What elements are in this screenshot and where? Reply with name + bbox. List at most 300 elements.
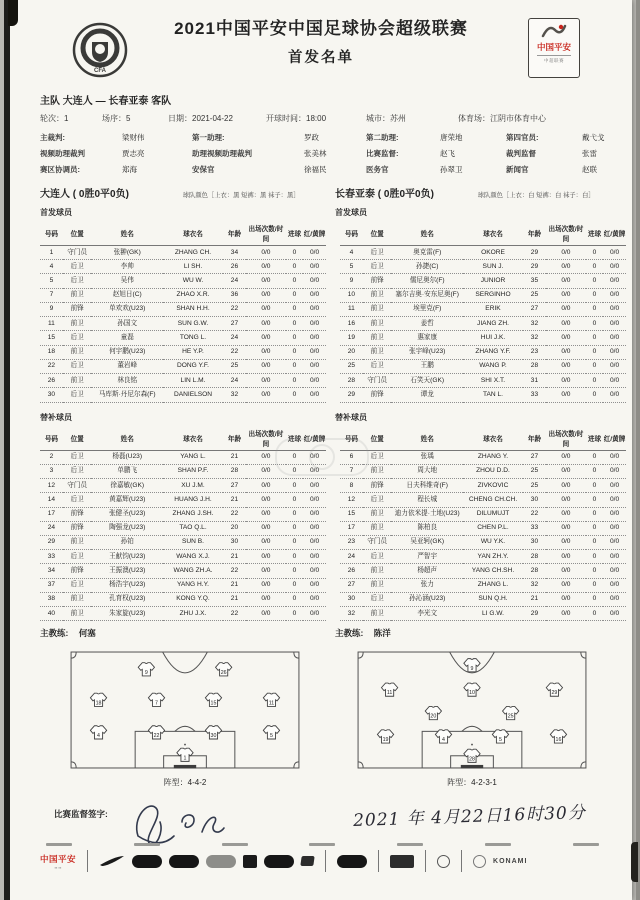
player-shirt-icon [216, 663, 232, 676]
player-number: 11 [340, 302, 363, 316]
shirt-name: DANIELSON [163, 388, 223, 402]
apps-time: 0/0 [546, 535, 586, 549]
starters-tables [40, 221, 632, 403]
goals: 0 [286, 374, 303, 388]
table-header-row [340, 426, 626, 451]
pingan-logo-icon [541, 22, 567, 40]
player-name: 杨超声 [391, 564, 463, 578]
player-age: 33 [523, 521, 546, 535]
apps-time: 0/0 [246, 317, 286, 331]
player-position: 前卫 [363, 607, 392, 621]
away-coach-label: 主教练: [335, 628, 364, 639]
player-name: 孙国文 [91, 317, 163, 331]
apps-time: 0/0 [546, 564, 586, 578]
cards: 0/0 [303, 507, 326, 521]
svg-text:22: 22 [153, 733, 160, 740]
apps-time: 0/0 [546, 345, 586, 359]
player-row [40, 331, 326, 345]
cards: 0/0 [303, 592, 326, 606]
player-row [340, 260, 626, 274]
shirt-name: ZHAO X.R. [163, 288, 223, 302]
player-row [340, 288, 626, 302]
goals: 0 [286, 359, 303, 373]
player-position: 前卫 [363, 302, 392, 316]
cards: 0/0 [303, 450, 326, 464]
player-name: 谭龙 [391, 388, 463, 402]
player-name: 惠家康 [391, 331, 463, 345]
player-shirt-icon [177, 749, 193, 762]
player-row [340, 274, 626, 288]
player-name: 吴伟 [91, 274, 163, 288]
player-name: 张翀(GK) [91, 246, 163, 260]
official-name: 赵联 [582, 165, 597, 174]
apps-time: 0/0 [246, 479, 286, 493]
player-number: 10 [340, 288, 363, 302]
column-header: 位置 [63, 426, 92, 451]
official-role-label: 安保官 [192, 165, 215, 174]
shirt-name: OKORE [463, 246, 523, 260]
official-role-label: 第一助理: [192, 133, 225, 142]
away-shirts [377, 659, 566, 763]
svg-text:29: 29 [551, 690, 558, 697]
match-info-item: 场序：5 [102, 114, 131, 123]
shirt-name: HUI J.K. [463, 331, 523, 345]
official-role-label: 新闻官 [506, 165, 529, 174]
cards: 0/0 [303, 578, 326, 592]
player-number: 7 [340, 464, 363, 478]
shirt-name: SUN B. [163, 535, 223, 549]
player-row [40, 345, 326, 359]
goals: 0 [286, 302, 303, 316]
column-header: 号码 [340, 221, 363, 246]
player-position: 后卫 [363, 450, 392, 464]
shirt-name: WU Y.K. [463, 535, 523, 549]
apps-time: 0/0 [546, 464, 586, 478]
apps-time: 0/0 [546, 578, 586, 592]
player-row [340, 493, 626, 507]
player-number: 5 [40, 274, 63, 288]
scan-artifact [631, 842, 638, 882]
shirt-name: SHI X.T. [463, 374, 523, 388]
svg-text:1: 1 [183, 755, 187, 762]
player-row [40, 274, 326, 288]
pingan-sponsor-subtext: ▪▪ ▪▪ [54, 864, 62, 870]
home-pitch-diagram [70, 651, 300, 769]
shirt-name: WANG X.J. [163, 550, 223, 564]
away-formation-label: 阵型：4-2-3-1 [447, 778, 497, 788]
handwritten-datetime: 2021 年 4月22日16时30分 [353, 803, 587, 832]
sponsor-logo-oval [169, 855, 199, 868]
sponsor-band [40, 843, 605, 872]
column-header: 姓名 [391, 221, 463, 246]
column-header: 位置 [63, 221, 92, 246]
apps-time: 0/0 [546, 374, 586, 388]
player-position: 后卫 [63, 464, 92, 478]
column-header: 出场次数/时间 [246, 221, 286, 246]
sponsor-captions [40, 843, 605, 846]
sponsor-logo-oval [206, 855, 236, 868]
cards: 0/0 [603, 535, 626, 549]
player-row [340, 521, 626, 535]
player-position: 后卫 [63, 260, 92, 274]
player-age: 36 [223, 288, 246, 302]
goals: 0 [286, 331, 303, 345]
player-number: 28 [340, 374, 363, 388]
goals: 0 [586, 464, 603, 478]
player-row [340, 607, 626, 621]
away-subs-label: 替补球员 [335, 412, 367, 422]
sponsor-divider [87, 850, 88, 872]
shirt-name: YANG L. [163, 450, 223, 464]
away-label: 客队 [151, 96, 172, 107]
home-kit-colors: 球队颜色［上衣：黑 短裤：黑 袜子：黑］ [182, 192, 300, 199]
player-number: 29 [40, 535, 63, 549]
player-position: 前锋 [63, 302, 92, 316]
player-row [340, 464, 626, 478]
player-row [340, 388, 626, 402]
player-position: 前锋 [363, 274, 392, 288]
player-age: 24 [223, 274, 246, 288]
svg-text:7: 7 [155, 700, 158, 707]
player-age: 32 [223, 388, 246, 402]
nike-swoosh-icon [99, 855, 125, 867]
goals: 0 [586, 578, 603, 592]
player-position: 后卫 [63, 388, 92, 402]
shirt-name: WANG ZH.A. [163, 564, 223, 578]
home-formation [65, 651, 305, 788]
cards: 0/0 [603, 507, 626, 521]
apps-time: 0/0 [546, 359, 586, 373]
apps-time: 0/0 [246, 564, 286, 578]
apps-time: 0/0 [246, 260, 286, 274]
player-age: 27 [223, 317, 246, 331]
apps-time: 0/0 [246, 493, 286, 507]
goals: 0 [586, 550, 603, 564]
apps-time: 0/0 [246, 578, 286, 592]
svg-text:30: 30 [210, 733, 217, 740]
column-header: 进球 [286, 221, 303, 246]
goals: 0 [286, 260, 303, 274]
away-starters-table [340, 221, 626, 403]
player-number: 34 [40, 564, 63, 578]
match-info-item: 城市：苏州 [366, 114, 406, 123]
player-name: 林良铭 [91, 374, 163, 388]
player-position: 后卫 [63, 550, 92, 564]
player-name: 陶强龙(U23) [91, 521, 163, 535]
player-number: 9 [340, 274, 363, 288]
apps-time: 0/0 [546, 388, 586, 402]
column-header: 出场次数/时间 [546, 426, 586, 451]
player-name: 儒尼奥尔(F) [391, 274, 463, 288]
goals: 0 [586, 246, 603, 260]
goals: 0 [286, 274, 303, 288]
sponsor-logo-ring [437, 855, 450, 868]
player-number: 11 [40, 317, 63, 331]
player-row [40, 564, 326, 578]
player-number: 1 [40, 246, 63, 260]
apps-time: 0/0 [546, 592, 586, 606]
shirt-name: DILUMUJT [463, 507, 523, 521]
player-name: 埃里克(F) [391, 302, 463, 316]
player-name: 张力 [391, 578, 463, 592]
svg-text:5: 5 [499, 737, 502, 744]
column-header: 姓名 [91, 426, 163, 451]
watermark-circle-icon [309, 444, 335, 470]
cards: 0/0 [303, 464, 326, 478]
player-row [340, 550, 626, 564]
coach-row [40, 627, 632, 639]
player-shirt-icon [205, 694, 221, 707]
player-age: 21 [223, 592, 246, 606]
player-name: 奥克雷(F) [391, 246, 463, 260]
svg-text:10: 10 [469, 690, 475, 697]
player-name: 张健圣(U23) [91, 507, 163, 521]
player-position: 前卫 [363, 331, 392, 345]
apps-time: 0/0 [246, 374, 286, 388]
player-shirt-icon [377, 730, 393, 743]
player-shirt-icon [503, 707, 519, 720]
player-shirt-icon [550, 730, 566, 743]
player-number: 29 [340, 388, 363, 402]
goals: 0 [586, 507, 603, 521]
cards: 0/0 [303, 288, 326, 302]
home-starters-table [40, 221, 326, 403]
apps-time: 0/0 [246, 359, 286, 373]
player-shirt-icon [90, 694, 106, 707]
apps-time: 0/0 [246, 450, 286, 464]
cards: 0/0 [603, 359, 626, 373]
goals: 0 [286, 479, 303, 493]
svg-text:19: 19 [382, 737, 389, 744]
player-position: 前卫 [363, 521, 392, 535]
official-role-label: 主裁判: [40, 133, 65, 142]
shirt-name: YANG H.Y. [163, 578, 223, 592]
sponsor-caption-bar [46, 843, 72, 846]
goals: 0 [286, 288, 303, 302]
svg-text:CFA: CFA [94, 68, 106, 74]
column-header: 号码 [40, 426, 63, 451]
apps-time: 0/0 [546, 507, 586, 521]
player-age: 29 [523, 607, 546, 621]
player-name: 日夫科维奇(F) [391, 479, 463, 493]
column-header: 红/黄牌 [303, 426, 326, 451]
player-number: 37 [40, 578, 63, 592]
player-number: 25 [340, 359, 363, 373]
apps-time: 0/0 [546, 246, 586, 260]
shirt-name: JUNIOR [463, 274, 523, 288]
match-info-item: 日期：2021-04-22 [168, 114, 233, 123]
player-row [340, 578, 626, 592]
player-name: 张瑀 [391, 450, 463, 464]
home-shirts [90, 663, 279, 762]
player-row [340, 331, 626, 345]
player-age: 21 [223, 450, 246, 464]
official-name: 徐福民 [304, 165, 327, 174]
player-position: 守门员 [363, 535, 392, 549]
player-name: 周大地 [391, 464, 463, 478]
cards: 0/0 [303, 302, 326, 316]
pingan-sponsor-badge [528, 18, 580, 78]
player-number: 19 [340, 331, 363, 345]
player-shirt-icon [546, 683, 562, 696]
shirt-name: ZHANG CH. [163, 246, 223, 260]
apps-time: 0/0 [246, 302, 286, 316]
player-row [340, 592, 626, 606]
player-age: 25 [523, 288, 546, 302]
cards: 0/0 [603, 607, 626, 621]
player-number: 26 [40, 374, 63, 388]
player-age: 28 [523, 550, 546, 564]
cards: 0/0 [603, 564, 626, 578]
player-position: 前锋 [363, 479, 392, 493]
official-name: 梁财伟 [122, 133, 145, 142]
shirt-name: WU W. [163, 274, 223, 288]
svg-text:4: 4 [442, 737, 445, 744]
apps-time: 0/0 [546, 288, 586, 302]
shirt-name: CHEN P.L. [463, 521, 523, 535]
player-name: 石笑天(GK) [391, 374, 463, 388]
column-header: 位置 [363, 221, 392, 246]
player-name: 单欢欢(U23) [91, 302, 163, 316]
official-role-label: 助理视频助理裁判 [192, 149, 252, 158]
official-name: 罗政 [304, 133, 319, 142]
player-row [340, 479, 626, 493]
home-team-name: 大连人 ( 0胜0平0负) [40, 189, 129, 200]
player-age: 29 [523, 260, 546, 274]
player-row [340, 450, 626, 464]
cards: 0/0 [303, 331, 326, 345]
apps-time: 0/0 [546, 260, 586, 274]
goals: 0 [286, 388, 303, 402]
player-number: 4 [340, 246, 363, 260]
apps-time: 0/0 [546, 331, 586, 345]
official-name: 戴弋戈 [582, 133, 605, 142]
page-title: 2021中国平安中国足球协会超级联赛 [174, 19, 468, 38]
away-team: 长春亚泰 [108, 96, 149, 107]
sponsor-caption-bar [134, 843, 160, 846]
player-position: 前锋 [363, 388, 392, 402]
column-header: 出场次数/时间 [246, 426, 286, 451]
player-name: 塞尔吉奥·安东尼奥(F) [391, 288, 463, 302]
player-age: 28 [523, 564, 546, 578]
shirt-name: HE Y.P. [163, 345, 223, 359]
pingan-sponsor-logo [40, 853, 76, 870]
player-name: 孙捷(C) [391, 260, 463, 274]
cards: 0/0 [603, 464, 626, 478]
shirt-name: WANG P. [463, 359, 523, 373]
player-name: 孙铂 [91, 535, 163, 549]
player-position: 前卫 [63, 345, 92, 359]
player-shirt-icon [381, 683, 397, 696]
player-row [40, 578, 326, 592]
player-name: 马库斯·丹尼尔森(F) [91, 388, 163, 402]
player-age: 24 [223, 331, 246, 345]
sponsor-caption-bar [309, 843, 335, 846]
cards: 0/0 [303, 260, 326, 274]
sponsor-logos-row [40, 850, 605, 872]
cards: 0/0 [603, 388, 626, 402]
player-position: 后卫 [63, 274, 92, 288]
goals: 0 [586, 345, 603, 359]
svg-text:20: 20 [430, 714, 437, 721]
player-age: 21 [523, 592, 546, 606]
player-name: 李光文 [391, 607, 463, 621]
shirt-name: SUN G.W. [163, 317, 223, 331]
table-header-row [40, 221, 326, 246]
player-position: 后卫 [363, 246, 392, 260]
column-header: 姓名 [91, 221, 163, 246]
shirt-name: SHAN H.H. [163, 302, 223, 316]
player-name: 董岩峰 [91, 359, 163, 373]
player-age: 23 [523, 345, 546, 359]
player-row [340, 359, 626, 373]
player-name: 单鹏飞 [91, 464, 163, 478]
player-row [40, 479, 326, 493]
cards: 0/0 [303, 345, 326, 359]
player-age: 20 [223, 521, 246, 535]
shirt-name: ZHANG Y.F. [463, 345, 523, 359]
cards: 0/0 [303, 374, 326, 388]
column-header: 进球 [586, 426, 603, 451]
player-age: 34 [223, 246, 246, 260]
player-number: 12 [340, 493, 363, 507]
player-age: 21 [223, 550, 246, 564]
goals: 0 [586, 535, 603, 549]
player-shirt-icon [464, 683, 480, 696]
shirt-name: LI G.W. [463, 607, 523, 621]
player-position: 前卫 [363, 317, 392, 331]
goals: 0 [286, 345, 303, 359]
apps-time: 0/0 [546, 521, 586, 535]
goals: 0 [286, 317, 303, 331]
player-row [340, 246, 626, 260]
table-header-row [340, 221, 626, 246]
player-position: 前卫 [363, 464, 392, 478]
scan-artifact [8, 0, 18, 26]
player-age: 21 [223, 578, 246, 592]
official-role-label: 第二助理: [366, 133, 399, 142]
svg-text:11: 11 [386, 690, 393, 697]
svg-text:18: 18 [95, 700, 102, 707]
player-name: 赵旭日(C) [91, 288, 163, 302]
away-subs-table [340, 426, 626, 622]
goals: 0 [586, 302, 603, 316]
player-shirt-icon [148, 726, 164, 739]
player-row [340, 507, 626, 521]
player-row [340, 564, 626, 578]
svg-text:26: 26 [220, 670, 227, 677]
player-number: 2 [40, 450, 63, 464]
official-role-label: 视频助理裁判 [40, 149, 85, 158]
player-age: 30 [523, 493, 546, 507]
player-number: 23 [340, 535, 363, 549]
subs-label-row [40, 412, 632, 423]
goals: 0 [586, 607, 603, 621]
official-role-label: 裁判监督 [506, 149, 536, 158]
apps-time: 0/0 [246, 288, 286, 302]
player-row [40, 317, 326, 331]
shirt-name: ERIK [463, 302, 523, 316]
shirt-name: TAO Q.L. [163, 521, 223, 535]
player-position: 前锋 [63, 521, 92, 535]
goals: 0 [586, 493, 603, 507]
player-number: 38 [40, 592, 63, 606]
shirt-name: ZIVKOVIC [463, 479, 523, 493]
player-shirt-icon [464, 659, 480, 672]
player-name: 张宇峰(U23) [391, 345, 463, 359]
home-formation-label: 阵型：4-4-2 [163, 778, 207, 788]
player-name: 何宇鹏(U23) [91, 345, 163, 359]
